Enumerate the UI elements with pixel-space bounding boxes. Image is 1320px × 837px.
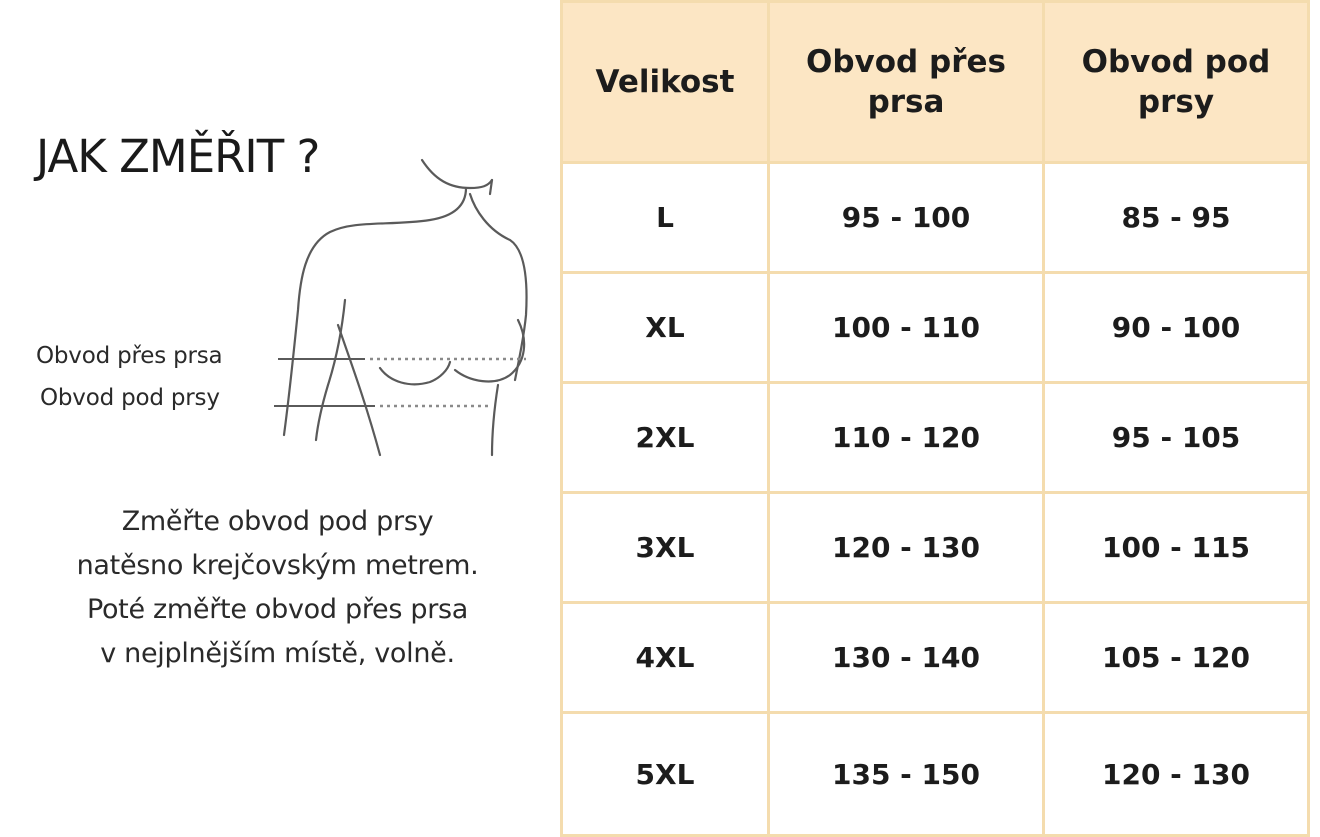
table-row xyxy=(562,603,1309,713)
header-under-bust xyxy=(1044,2,1309,163)
instruction-line: Poté změřte obvod přes prsa xyxy=(86,594,469,625)
cell-size: 3XL xyxy=(562,493,769,603)
header-line: Velikost xyxy=(595,64,735,100)
label-over-bust: Obvod přes prsa xyxy=(36,343,223,369)
guide-title: JAK ZMĚŘIT ? xyxy=(36,130,320,183)
cell-over-bust: 120 - 130 xyxy=(769,493,1044,603)
cell-under-bust: 95 - 105 xyxy=(1044,383,1309,493)
header-line: Obvod pod xyxy=(1081,44,1271,80)
cell-over-bust: 110 - 120 xyxy=(769,383,1044,493)
table-row xyxy=(562,713,1309,836)
cell-size: 4XL xyxy=(562,603,769,713)
instruction-line: natěsno krejčovským metrem. xyxy=(76,550,479,581)
cell-under-bust: 105 - 120 xyxy=(1044,603,1309,713)
cell-over-bust: 130 - 140 xyxy=(769,603,1044,713)
cell-under-bust: 100 - 115 xyxy=(1044,493,1309,603)
header-line: prsa xyxy=(867,84,945,120)
header-line: prsy xyxy=(1137,84,1215,120)
table-row xyxy=(562,383,1309,493)
size-chart-table xyxy=(560,0,1310,837)
cell-over-bust: 95 - 100 xyxy=(769,163,1044,273)
header-size xyxy=(562,2,769,163)
instruction-line: Změřte obvod pod prsy xyxy=(121,506,434,537)
table-header-row xyxy=(562,2,1309,163)
cell-size: 2XL xyxy=(562,383,769,493)
measurement-instructions xyxy=(0,500,555,676)
table-row xyxy=(562,493,1309,603)
cell-size: L xyxy=(562,163,769,273)
header-over-bust xyxy=(769,2,1044,163)
cell-over-bust: 100 - 110 xyxy=(769,273,1044,383)
cell-size: XL xyxy=(562,273,769,383)
measurement-guide xyxy=(0,0,555,815)
cell-size: 5XL xyxy=(562,713,769,836)
cell-under-bust: 85 - 95 xyxy=(1044,163,1309,273)
header-line: Obvod přes xyxy=(806,44,1006,80)
cell-over-bust: 135 - 150 xyxy=(769,713,1044,836)
label-under-bust: Obvod pod prsy xyxy=(40,385,220,411)
table-row xyxy=(562,273,1309,383)
table-row xyxy=(562,163,1309,273)
torso-outline-icon xyxy=(270,150,540,470)
cell-under-bust: 90 - 100 xyxy=(1044,273,1309,383)
instruction-line: v nejplnějším místě, volně. xyxy=(100,638,455,669)
cell-under-bust: 120 - 130 xyxy=(1044,713,1309,836)
